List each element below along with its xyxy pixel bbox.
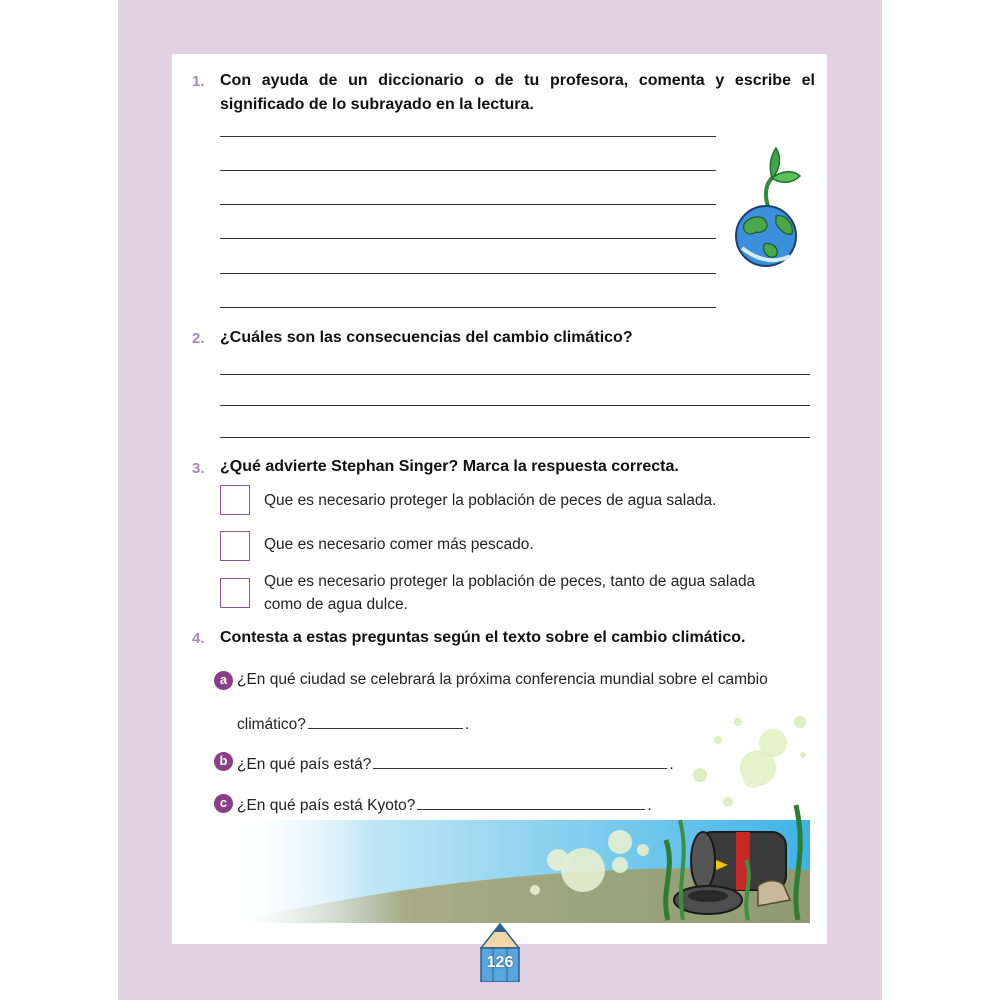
option-2-checkbox[interactable] [220, 531, 250, 561]
question-4-number: 4. [192, 630, 205, 647]
answer-line[interactable] [220, 307, 716, 308]
globe-sprout-icon [728, 144, 808, 274]
question-4-text: Contesta a estas preguntas según el texto sobre el cambio climático. [220, 629, 746, 646]
answer-line[interactable] [220, 374, 810, 375]
option-1-checkbox[interactable] [220, 485, 250, 515]
page-number: 126 [486, 954, 514, 971]
answer-line[interactable] [220, 273, 716, 274]
sub-question-b-badge: b [214, 752, 233, 771]
period: . [464, 716, 470, 733]
answer-line[interactable] [220, 437, 810, 438]
answer-line[interactable] [220, 136, 716, 137]
sub-question-a-badge: a [214, 671, 233, 690]
sub-question-b-line [237, 753, 674, 774]
question-2-number: 2. [192, 330, 205, 347]
answer-line[interactable] [220, 238, 716, 239]
option-3-label-line1: Que es necesario proteger la población de peces, tanto de agua salada [264, 573, 756, 590]
answer-line[interactable] [220, 405, 810, 406]
question-2-text: ¿Cuáles son las consecuencias del cambio climático? [220, 329, 633, 346]
sub-question-b-text: ¿En qué país está? [237, 756, 372, 773]
answer-line[interactable] [220, 170, 716, 171]
sub-question-a-text-cont: climático? [237, 716, 306, 733]
question-1-number: 1. [192, 73, 205, 90]
period: . [669, 756, 674, 773]
question-1-text-line1: Con ayuda de un diccionario o de tu profesora, comenta y escribe el [220, 72, 815, 89]
question-1-text-line2: significado de lo subrayado en la lectura. [220, 96, 534, 113]
question-3-number: 3. [192, 460, 205, 477]
option-3-checkbox[interactable] [220, 578, 250, 608]
answer-blank-c[interactable] [417, 794, 645, 810]
answer-blank-a[interactable] [308, 713, 463, 729]
sub-question-c-text: ¿En qué país está Kyoto? [237, 797, 416, 814]
sub-question-c-badge: c [214, 794, 233, 813]
option-2-label: Que es necesario comer más pescado. [264, 536, 534, 553]
period: . [647, 797, 652, 814]
sub-question-c-line [237, 794, 652, 815]
polluted-seabed-illustration [228, 710, 813, 930]
question-3-text: ¿Qué advierte Stephan Singer? Marca la respuesta correcta. [220, 458, 679, 475]
answer-blank-b[interactable] [373, 753, 667, 769]
option-1-label: Que es necesario proteger la población de peces de agua salada. [264, 492, 717, 509]
sub-question-a-text-line2 [237, 713, 469, 734]
sub-question-a-text: ¿En qué ciudad se celebrará la próxima conferencia mundial sobre el cambio [237, 671, 768, 688]
option-3-label-line2: como de agua dulce. [264, 596, 408, 613]
answer-line[interactable] [220, 204, 716, 205]
